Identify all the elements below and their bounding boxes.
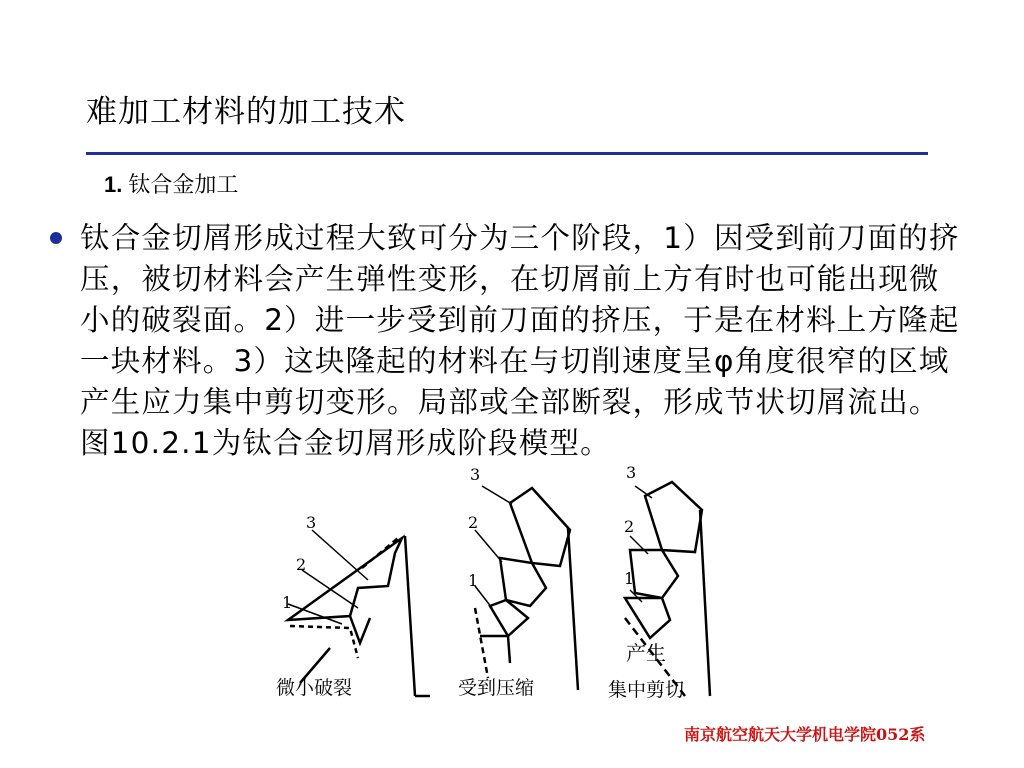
- panel1-label-3: 3: [306, 513, 317, 532]
- panel1-label-1: 1: [282, 593, 293, 612]
- panel2-label-3: 3: [470, 465, 481, 484]
- panel1-caption: 微小破裂: [276, 677, 353, 699]
- bullet-icon: [50, 232, 62, 244]
- panel2-caption: 受到压缩: [458, 677, 535, 699]
- panel3-extra-label: 产生: [626, 641, 666, 665]
- panel3-label-3: 3: [626, 463, 637, 482]
- panel-compression: [475, 486, 578, 690]
- footer-institution: 南京航空航天大学机电学院052系: [684, 725, 926, 744]
- slide-title: 难加工材料的加工技术: [86, 94, 406, 130]
- section-number: 1.: [104, 172, 123, 197]
- panel2-label-1: 1: [468, 571, 479, 590]
- panel-micro-fracture: [288, 530, 430, 696]
- section-title: 钛合金加工: [128, 173, 239, 198]
- panel3-label-2: 2: [624, 517, 635, 536]
- panel3-label-1: 1: [624, 569, 635, 588]
- section-heading: [104, 168, 238, 199]
- title-underline: [86, 152, 928, 155]
- body-paragraph: 钛合金切屑形成过程大致可分为三个阶段，1）因受到前刀面的挤压，被切材料会产生弹性变形，在切屑前上方有时也可能出现微小的破裂面。2）进一步受到前刀面的挤压，于是在材料上方隆起一块材料。3）这块隆起的材料在与切削速度呈φ角度很窄的区域产生应力集中剪切变形。局部或全部断裂，形成节状切屑流出。图10.2.1为钛合金切屑形成阶段模型。: [80, 221, 960, 460]
- panel3-caption: 集中剪切: [608, 679, 685, 701]
- panel1-label-2: 2: [296, 555, 307, 574]
- panel2-label-2: 2: [468, 513, 479, 532]
- chip-formation-figure: [270, 458, 720, 708]
